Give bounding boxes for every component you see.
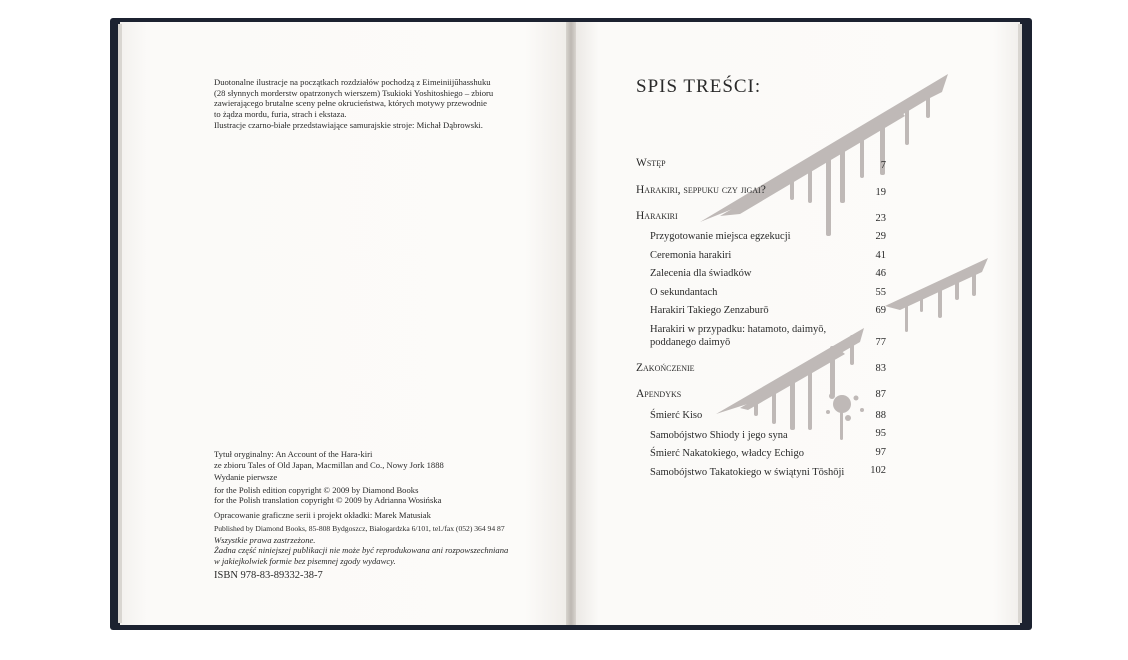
toc-entry: Harakiri: [636, 210, 678, 222]
rights-notice: w jakiejkolwiek formie bez pisemnej zgody wydawcy.: [214, 555, 396, 566]
illustrations-credit: Ilustracje czarno-białe przedstawiające samurajskie stroje: Michał Dąbrowski.: [214, 120, 483, 130]
original-title: Tytuł oryginalny: An Account of the Hara-kiri: [214, 449, 373, 459]
design-credit: Opracowanie graficzne serii i projekt okładki: Marek Matusiak: [214, 509, 431, 520]
rights-notice: Żadna część niniejszej publikacji nie może być reprodukowana ani rozpowszechniana: [214, 545, 509, 555]
toc-page-number: 46: [875, 268, 886, 279]
toc-title: SPIS TREŚCI:: [636, 76, 762, 97]
isbn: ISBN 978-83-89332-38-7: [214, 570, 323, 581]
toc-entry: Apendyks: [636, 388, 682, 400]
toc-subentry: Harakiri w przypadku: hatamoto, daimyō,: [650, 324, 827, 335]
toc-subentry: Śmierć Nakatokiego, władcy Echigo: [650, 448, 804, 459]
toc-subentry: poddanego daimyō: [650, 337, 731, 348]
toc-page-number: 29: [875, 231, 886, 242]
edition: Wydanie pierwsze: [214, 472, 278, 482]
credits-line: zawierającego brutalne sceny pełne okrucieństwa, których motywy przewodnie: [214, 98, 487, 108]
toc-page-number: 55: [875, 287, 886, 298]
toc-subentry: O sekundantach: [650, 287, 718, 298]
toc-entry: Zakończenie: [636, 362, 695, 374]
toc-page-number: 87: [875, 389, 886, 400]
toc-page-number: 95: [875, 428, 886, 439]
toc-page-number: 77: [875, 337, 886, 348]
copyright-translation: for the Polish translation copyright © 2009 by Adrianna Wosińska: [214, 495, 442, 505]
toc-entry: Harakiri, seppuku czy jigai?: [636, 184, 766, 196]
toc-page-number: 7: [880, 160, 886, 171]
toc-page-number: 83: [875, 363, 886, 374]
credits-line: (28 słynnych morderstw opatrzonych wierszem) Tsukioki Yoshitoshiego – zbioru: [214, 87, 494, 98]
copyright-edition: for the Polish edition copyright © 2009 by Diamond Books: [214, 484, 419, 495]
toc-subentry: Samobójstwo Takatokiego w świątyni Tōshōji: [650, 467, 845, 478]
toc-subentry: Przygotowanie miejsca egzekucji: [650, 231, 791, 242]
original-source: ze zbioru Tales of Old Japan, Macmillan and Co., Nowy Jork 1888: [214, 459, 444, 470]
toc-page-number: 97: [875, 447, 886, 458]
credits-line: to żądza mordu, furia, strach i ekstaza.: [214, 108, 347, 119]
rights-reserved: Wszystkie prawa zastrzeżone.: [214, 534, 316, 545]
toc-page-number: 41: [875, 250, 886, 261]
credits-line: Duotonalne ilustracje na początkach rozdziałów pochodzą z Eimeiniijūhasshuku: [214, 77, 491, 87]
toc-subentry: Ceremonia harakiri: [650, 250, 732, 261]
toc-page-number: 69: [875, 305, 886, 316]
toc-page-number: 102: [870, 465, 886, 476]
toc-subentry: Zalecenia dla świadków: [650, 268, 752, 279]
toc-page-number: 19: [875, 187, 886, 198]
toc-page-number: 88: [875, 410, 886, 421]
toc-page-number: 23: [875, 213, 886, 224]
toc-subentry: Samobójstwo Shiody i jego syna: [650, 430, 788, 441]
toc-subentry: Harakiri Takiego Zenzaburō: [650, 305, 769, 316]
toc-subentry: Śmierć Kiso: [650, 410, 703, 421]
toc-entry: Wstęp: [636, 157, 666, 169]
publisher: Published by Diamond Books, 85-808 Bydgoszcz, Białogardzka 6/101, tel./fax (052) 364 94 87: [214, 524, 505, 533]
